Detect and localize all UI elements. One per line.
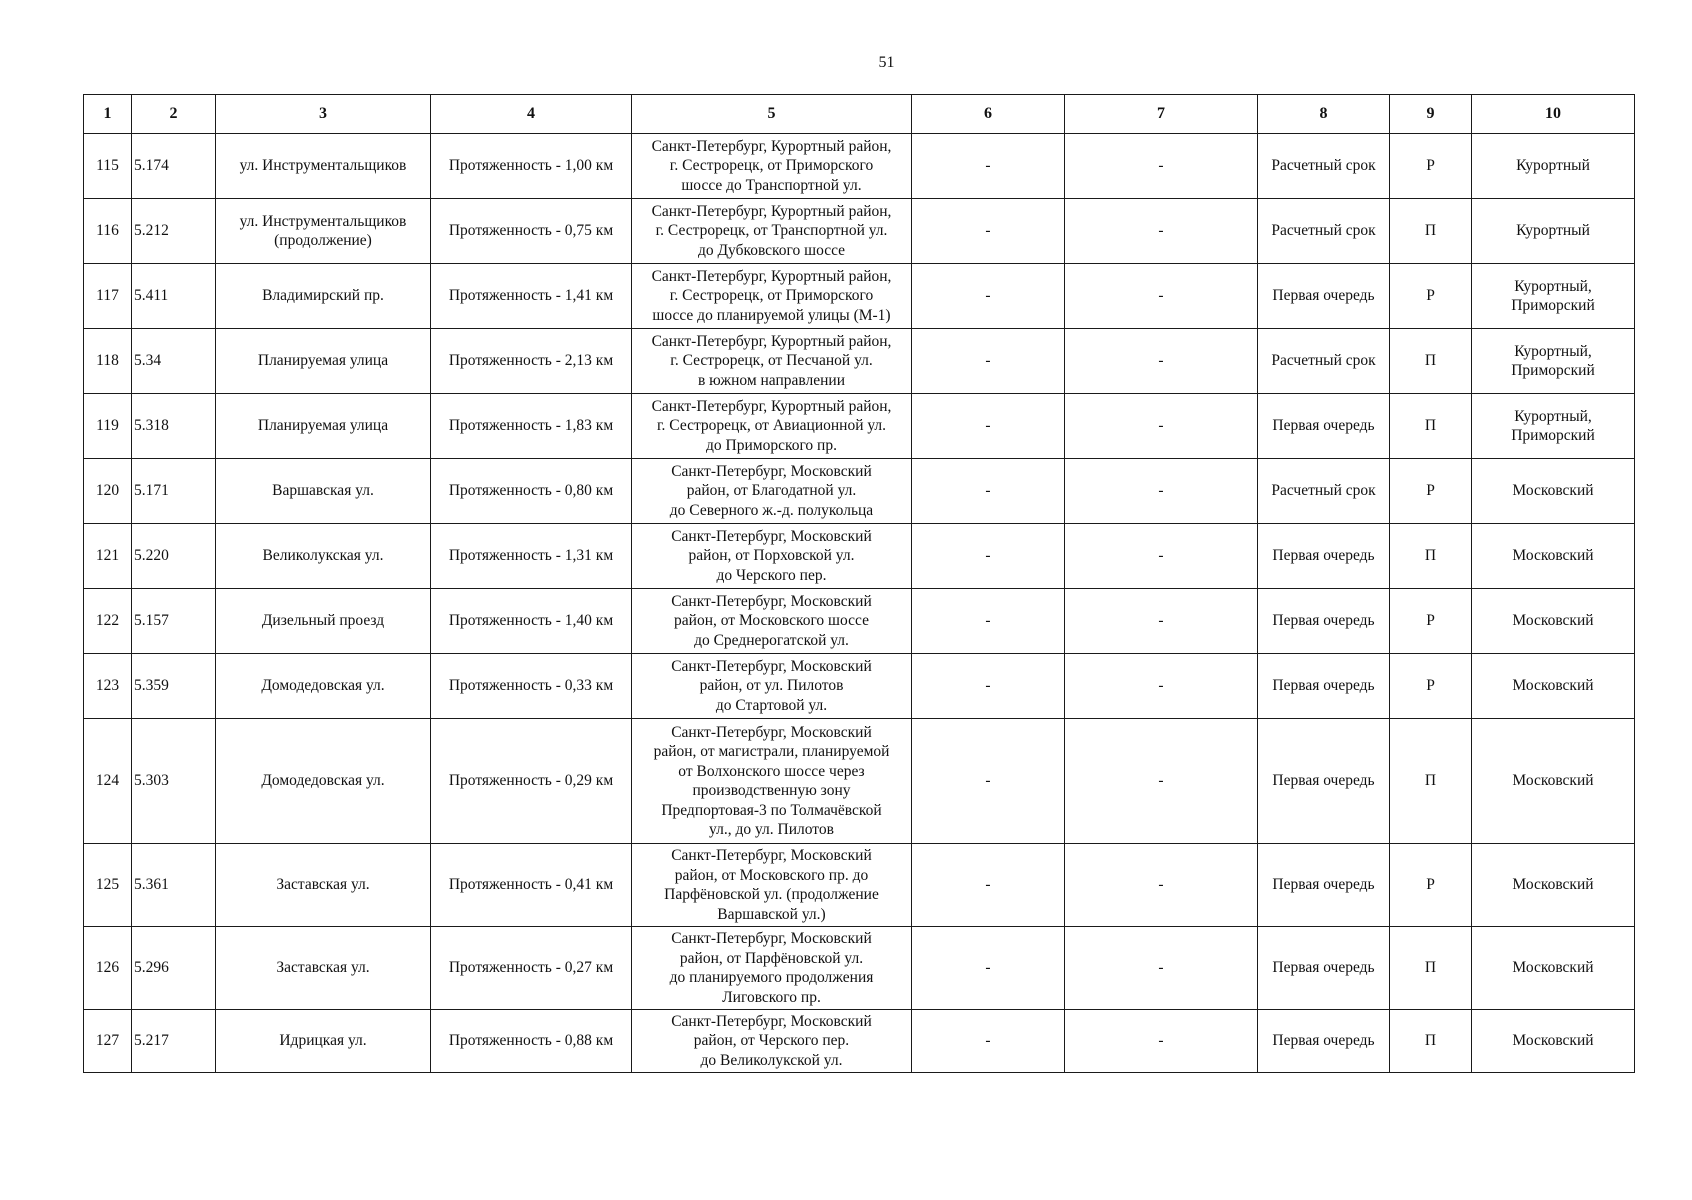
location-line: от Волхонского шоссе через <box>678 762 865 780</box>
location-line: Санкт-Петербург, Московский <box>671 527 872 545</box>
location-line: Санкт-Петербург, Курортный район, <box>651 137 892 155</box>
table-row <box>84 844 1635 927</box>
cell-street-name <box>216 1010 431 1073</box>
cell-col-6: - <box>912 589 1065 654</box>
location-line: район, от Московского пр. до <box>674 866 869 884</box>
column-header: 3 <box>216 95 431 134</box>
column-header: 10 <box>1472 95 1635 134</box>
location-line: Варшавской ул.) <box>717 905 826 923</box>
location-line: до Северного ж.-д. полукольца <box>669 501 874 519</box>
location-line: район, от Московского шоссе <box>674 612 869 630</box>
location-line: Санкт-Петербург, Московский <box>671 657 872 675</box>
table-row <box>84 589 1635 654</box>
cell-term: Первая очередь <box>1258 264 1390 329</box>
cell-col-7: - <box>1065 134 1258 199</box>
location-line: г. Сестрорецк, от Транспортной ул. <box>655 222 888 240</box>
district-line: Приморский <box>1511 427 1595 444</box>
cell-district <box>1472 394 1635 459</box>
cell-col-7: - <box>1065 264 1258 329</box>
cell-type: П <box>1390 719 1472 844</box>
location-line: Санкт-Петербург, Московский <box>671 930 872 947</box>
location-line: до Дубковского шоссе <box>697 241 846 259</box>
cell-length: Протяженность - 0,29 км <box>431 719 632 844</box>
table-row <box>84 459 1635 524</box>
cell-col-7: - <box>1065 199 1258 264</box>
cell-location <box>632 589 912 654</box>
location-line: г. Сестрорецк, от Авиационной ул. <box>656 417 887 435</box>
cell-type: П <box>1390 927 1472 1010</box>
cell-location <box>632 394 912 459</box>
street-name-line: Домодедовская ул. <box>261 772 385 790</box>
road-registry-table <box>83 94 1635 1073</box>
cell-type: Р <box>1390 264 1472 329</box>
district-line: Курортный, <box>1514 277 1592 295</box>
cell-col-6: - <box>912 459 1065 524</box>
cell-term: Расчетный срок <box>1258 134 1390 199</box>
cell-type: Р <box>1390 654 1472 719</box>
cell-object-code: 5.361 <box>132 844 216 927</box>
cell-row-number: 117 <box>84 264 132 329</box>
cell-col-6: - <box>912 927 1065 1010</box>
cell-length: Протяженность - 1,83 км <box>431 394 632 459</box>
district-line: Курортный, <box>1514 407 1592 425</box>
location-line: до планируемого продолжения <box>669 969 874 986</box>
cell-street-name <box>216 589 431 654</box>
district-line: Приморский <box>1511 362 1595 379</box>
column-header: 8 <box>1258 95 1390 134</box>
street-name-line: Домодедовская ул. <box>261 677 385 695</box>
street-name-line: Варшавская ул. <box>272 482 374 500</box>
location-line: до Стартовой ул. <box>715 696 828 714</box>
column-header: 7 <box>1065 95 1258 134</box>
location-line: Санкт-Петербург, Курортный район, <box>651 202 892 220</box>
cell-type: П <box>1390 199 1472 264</box>
cell-type: П <box>1390 524 1472 589</box>
cell-district <box>1472 524 1635 589</box>
cell-object-code: 5.34 <box>132 329 216 394</box>
location-line: район, от Парфёновской ул. <box>679 949 864 967</box>
cell-district <box>1472 589 1635 654</box>
location-line: до Великолукской ул. <box>700 1051 843 1069</box>
cell-object-code: 5.212 <box>132 199 216 264</box>
cell-term: Первая очередь <box>1258 654 1390 719</box>
district-line: Приморский <box>1511 297 1595 314</box>
cell-location <box>632 524 912 589</box>
district-line: Московский <box>1512 772 1594 790</box>
table-header <box>84 95 1635 134</box>
street-name-line: ул. Инструментальщиков <box>239 212 407 230</box>
cell-length: Протяженность - 1,00 км <box>431 134 632 199</box>
location-line: район, от магистрали, планируемой <box>653 743 890 760</box>
cell-length: Протяженность - 1,41 км <box>431 264 632 329</box>
cell-street-name <box>216 264 431 329</box>
cell-length: Протяженность - 2,13 км <box>431 329 632 394</box>
cell-street-name <box>216 329 431 394</box>
cell-object-code: 5.303 <box>132 719 216 844</box>
cell-street-name <box>216 394 431 459</box>
cell-object-code: 5.318 <box>132 394 216 459</box>
table-row <box>84 394 1635 459</box>
table-row <box>84 654 1635 719</box>
cell-row-number: 123 <box>84 654 132 719</box>
location-line: г. Сестрорецк, от Приморского <box>669 157 874 175</box>
location-line: Санкт-Петербург, Московский <box>671 847 872 864</box>
cell-col-7: - <box>1065 394 1258 459</box>
cell-col-6: - <box>912 654 1065 719</box>
cell-col-6: - <box>912 329 1065 394</box>
column-header: 2 <box>132 95 216 134</box>
district-line: Курортный, <box>1514 342 1592 360</box>
cell-street-name <box>216 459 431 524</box>
location-line: Санкт-Петербург, Московский <box>671 723 872 741</box>
location-line: район, от Благодатной ул. <box>686 482 857 500</box>
cell-street-name <box>216 844 431 927</box>
cell-location <box>632 459 912 524</box>
location-line: до Черского пер. <box>716 566 827 584</box>
cell-street-name <box>216 199 431 264</box>
cell-object-code: 5.217 <box>132 1010 216 1073</box>
cell-district <box>1472 134 1635 199</box>
cell-col-6: - <box>912 199 1065 264</box>
cell-district <box>1472 654 1635 719</box>
street-name-line: Планируемая улица <box>257 417 389 435</box>
table-row <box>84 524 1635 589</box>
location-line: г. Сестрорецк, от Приморского <box>669 287 874 305</box>
cell-object-code: 5.411 <box>132 264 216 329</box>
district-line: Московский <box>1512 612 1594 630</box>
cell-object-code: 5.157 <box>132 589 216 654</box>
cell-district <box>1472 927 1635 1010</box>
table-body <box>84 134 1635 1073</box>
column-header: 6 <box>912 95 1065 134</box>
page-number: 51 <box>878 54 895 71</box>
street-name-line: Планируемая улица <box>257 352 389 370</box>
cell-row-number: 127 <box>84 1010 132 1073</box>
location-line: Санкт-Петербург, Курортный район, <box>651 332 892 350</box>
cell-type: П <box>1390 394 1472 459</box>
district-line: Московский <box>1512 876 1594 894</box>
street-name-line: Владимирский пр. <box>262 287 384 305</box>
cell-location <box>632 1010 912 1073</box>
location-line: до Среднерогатской ул. <box>694 631 849 649</box>
cell-term: Расчетный срок <box>1258 459 1390 524</box>
cell-row-number: 126 <box>84 927 132 1010</box>
cell-type: П <box>1390 1010 1472 1073</box>
cell-term: Первая очередь <box>1258 844 1390 927</box>
cell-object-code: 5.220 <box>132 524 216 589</box>
cell-district <box>1472 264 1635 329</box>
district-line: Московский <box>1512 1032 1594 1050</box>
cell-length: Протяженность - 0,41 км <box>431 844 632 927</box>
district-line: Московский <box>1512 482 1594 500</box>
table-row <box>84 1010 1635 1073</box>
cell-col-6: - <box>912 524 1065 589</box>
street-name-line: ул. Инструментальщиков <box>239 157 407 175</box>
cell-type: Р <box>1390 589 1472 654</box>
cell-row-number: 115 <box>84 134 132 199</box>
column-header: 9 <box>1390 95 1472 134</box>
cell-term: Первая очередь <box>1258 927 1390 1010</box>
street-name-line: Великолукская ул. <box>262 547 384 565</box>
cell-col-7: - <box>1065 459 1258 524</box>
street-name-line: (продолжение) <box>274 232 372 249</box>
cell-type: Р <box>1390 459 1472 524</box>
cell-col-7: - <box>1065 719 1258 844</box>
cell-row-number: 122 <box>84 589 132 654</box>
location-line: шоссе до Транспортной ул. <box>681 176 862 194</box>
cell-term: Расчетный срок <box>1258 199 1390 264</box>
cell-location <box>632 719 912 844</box>
cell-district <box>1472 459 1635 524</box>
cell-row-number: 116 <box>84 199 132 264</box>
street-name-line: Дизельный проезд <box>261 612 385 630</box>
location-line: ул., до ул. Пилотов <box>709 821 834 838</box>
cell-location <box>632 264 912 329</box>
cell-term: Первая очередь <box>1258 1010 1390 1073</box>
cell-col-6: - <box>912 719 1065 844</box>
table-row <box>84 134 1635 199</box>
cell-row-number: 121 <box>84 524 132 589</box>
cell-col-6: - <box>912 394 1065 459</box>
cell-location <box>632 329 912 394</box>
cell-col-7: - <box>1065 524 1258 589</box>
street-name-line: Идрицкая ул. <box>279 1032 367 1050</box>
district-line: Курортный <box>1516 222 1590 240</box>
cell-length: Протяженность - 0,88 км <box>431 1010 632 1073</box>
location-line: Парфёновской ул. (продолжение <box>664 886 879 903</box>
cell-row-number: 118 <box>84 329 132 394</box>
location-line: район, от Черского пер. <box>693 1032 850 1050</box>
cell-length: Протяженность - 0,80 км <box>431 459 632 524</box>
cell-length: Протяженность - 0,75 км <box>431 199 632 264</box>
location-line: Санкт-Петербург, Курортный район, <box>651 267 892 285</box>
table-row <box>84 927 1635 1010</box>
street-name-line: Заставская ул. <box>276 959 370 977</box>
location-line: Предпортовая-3 по Толмачёвской <box>661 801 882 819</box>
cell-term: Первая очередь <box>1258 394 1390 459</box>
cell-col-7: - <box>1065 1010 1258 1073</box>
cell-col-7: - <box>1065 329 1258 394</box>
cell-col-6: - <box>912 134 1065 199</box>
table-row <box>84 199 1635 264</box>
district-line: Московский <box>1512 677 1594 695</box>
cell-row-number: 125 <box>84 844 132 927</box>
cell-district <box>1472 844 1635 927</box>
cell-type: Р <box>1390 844 1472 927</box>
cell-street-name <box>216 927 431 1010</box>
location-line: до Приморского пр. <box>706 436 837 454</box>
cell-col-6: - <box>912 1010 1065 1073</box>
cell-street-name <box>216 719 431 844</box>
cell-col-6: - <box>912 844 1065 927</box>
cell-col-7: - <box>1065 654 1258 719</box>
cell-length: Протяженность - 1,31 км <box>431 524 632 589</box>
cell-location <box>632 654 912 719</box>
cell-district <box>1472 719 1635 844</box>
header-row <box>84 95 1635 134</box>
cell-location <box>632 927 912 1010</box>
cell-street-name <box>216 134 431 199</box>
cell-col-7: - <box>1065 844 1258 927</box>
location-line: Санкт-Петербург, Московский <box>671 1012 872 1030</box>
street-name-line: Заставская ул. <box>276 876 370 894</box>
cell-object-code: 5.296 <box>132 927 216 1010</box>
location-line: г. Сестрорецк, от Песчаной ул. <box>670 352 873 370</box>
district-line: Московский <box>1512 959 1594 977</box>
cell-term: Первая очередь <box>1258 719 1390 844</box>
cell-location <box>632 134 912 199</box>
cell-type: Р <box>1390 134 1472 199</box>
location-line: производственную зону <box>692 782 851 799</box>
cell-street-name <box>216 654 431 719</box>
cell-length: Протяженность - 0,27 км <box>431 927 632 1010</box>
cell-row-number: 120 <box>84 459 132 524</box>
location-line: район, от Порховской ул. <box>688 547 855 565</box>
cell-location <box>632 844 912 927</box>
cell-location <box>632 199 912 264</box>
location-line: Санкт-Петербург, Московский <box>671 462 872 480</box>
district-line: Московский <box>1512 547 1594 565</box>
table-row <box>84 329 1635 394</box>
location-line: Лиговского пр. <box>722 988 821 1006</box>
cell-length: Протяженность - 1,40 км <box>431 589 632 654</box>
location-line: Санкт-Петербург, Курортный район, <box>651 397 892 415</box>
column-header: 4 <box>431 95 632 134</box>
cell-object-code: 5.359 <box>132 654 216 719</box>
cell-district <box>1472 1010 1635 1073</box>
location-line: Санкт-Петербург, Московский <box>671 592 872 610</box>
cell-object-code: 5.171 <box>132 459 216 524</box>
cell-street-name <box>216 524 431 589</box>
cell-row-number: 124 <box>84 719 132 844</box>
column-header: 1 <box>84 95 132 134</box>
cell-type: П <box>1390 329 1472 394</box>
cell-term: Расчетный срок <box>1258 329 1390 394</box>
table-row <box>84 264 1635 329</box>
column-header: 5 <box>632 95 912 134</box>
location-line: район, от ул. Пилотов <box>699 677 844 695</box>
cell-col-6: - <box>912 264 1065 329</box>
cell-object-code: 5.174 <box>132 134 216 199</box>
cell-length: Протяженность - 0,33 км <box>431 654 632 719</box>
district-line: Курортный <box>1516 157 1590 175</box>
cell-col-7: - <box>1065 589 1258 654</box>
cell-col-7: - <box>1065 927 1258 1010</box>
cell-term: Первая очередь <box>1258 524 1390 589</box>
cell-row-number: 119 <box>84 394 132 459</box>
location-line: шоссе до планируемой улицы (М-1) <box>652 306 891 324</box>
cell-district <box>1472 329 1635 394</box>
table-row <box>84 719 1635 844</box>
cell-term: Первая очередь <box>1258 589 1390 654</box>
cell-district <box>1472 199 1635 264</box>
location-line: в южном направлении <box>697 371 846 389</box>
